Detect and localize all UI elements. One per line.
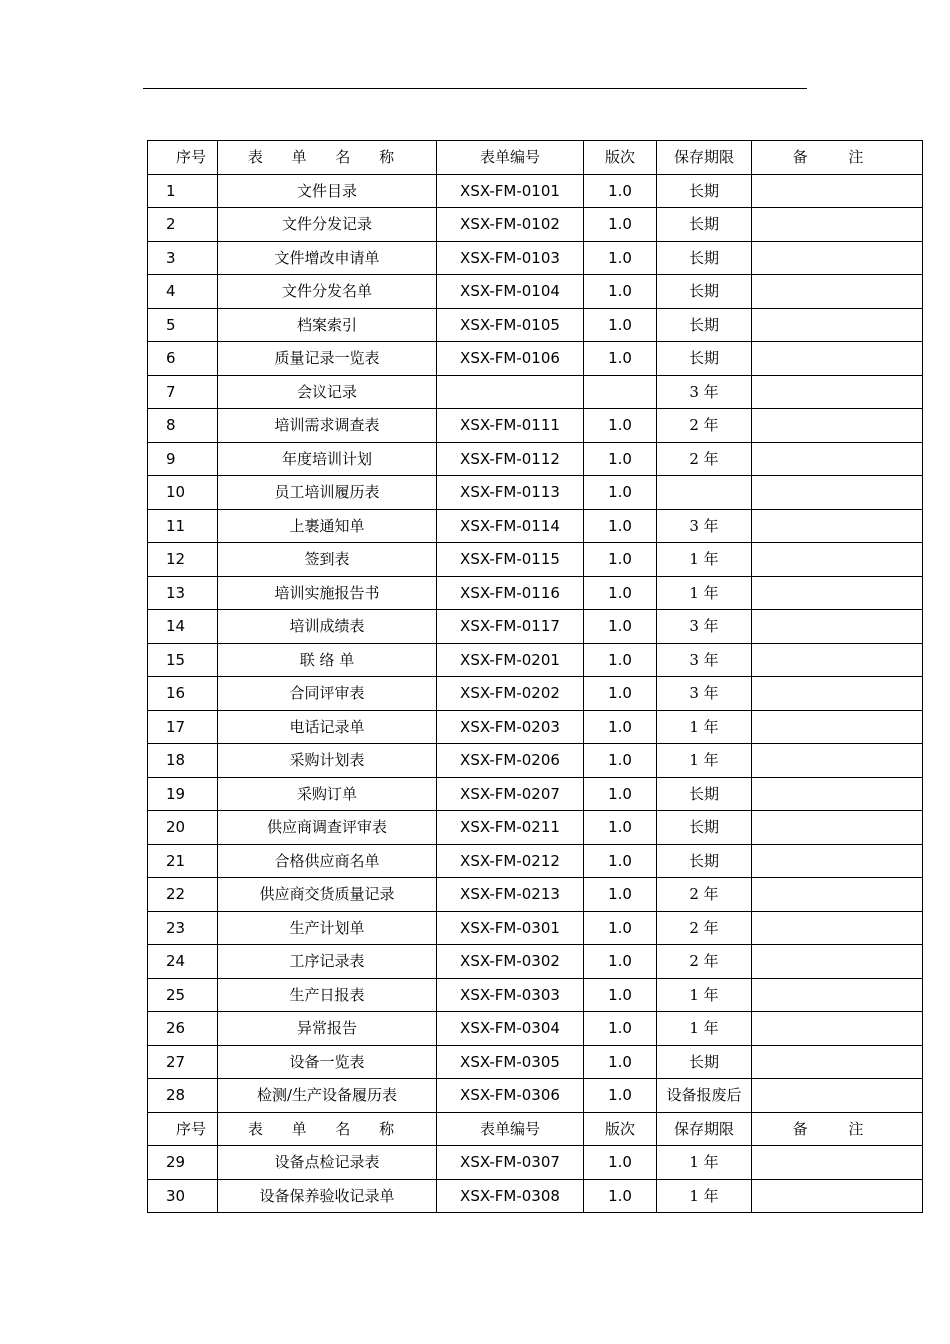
cell-no: 7 (148, 375, 218, 409)
cell-no: 11 (148, 509, 218, 543)
cell-remarks (752, 945, 923, 979)
cell-remarks (752, 1146, 923, 1180)
cell-form-name: 质量记录一览表 (218, 342, 437, 376)
cell-form-name: 签到表 (218, 543, 437, 577)
cell-retention: 1 年 (657, 576, 752, 610)
table-row (148, 442, 923, 476)
table-header-row (148, 141, 923, 175)
cell-retention: 1 年 (657, 978, 752, 1012)
cell-no: 19 (148, 777, 218, 811)
cell-form-code: XSX-FM-0305 (437, 1045, 584, 1079)
table-row (148, 543, 923, 577)
cell-form-code: XSX-FM-0102 (437, 208, 584, 242)
cell-remarks (752, 844, 923, 878)
cell-form-code: XSX-FM-0304 (437, 1012, 584, 1046)
cell-version: 1.0 (584, 208, 657, 242)
cell-form-name: 联 络 单 (218, 643, 437, 677)
cell-form-name: 设备保养验收记录单 (218, 1179, 437, 1213)
cell-no: 6 (148, 342, 218, 376)
cell-no: 22 (148, 878, 218, 912)
cell-no: 16 (148, 677, 218, 711)
cell-version: 1.0 (584, 978, 657, 1012)
cell-form-code: XSX-FM-0112 (437, 442, 584, 476)
cell-retention: 长期 (657, 275, 752, 309)
cell-form-code: XSX-FM-0212 (437, 844, 584, 878)
cell-retention: 2 年 (657, 945, 752, 979)
cell-form-code: XSX-FM-0203 (437, 710, 584, 744)
cell-retention: 1 年 (657, 1146, 752, 1180)
table-row (148, 844, 923, 878)
cell-form-code: XSX-FM-0307 (437, 1146, 584, 1180)
cell-form-name: 设备点检记录表 (218, 1146, 437, 1180)
table-row (148, 1012, 923, 1046)
cell-remarks (752, 811, 923, 845)
cell-form-code: XSX-FM-0114 (437, 509, 584, 543)
cell-retention: 1 年 (657, 710, 752, 744)
header-remarks: 备 注 (752, 141, 923, 175)
cell-no: 9 (148, 442, 218, 476)
cell-form-code: XSX-FM-0116 (437, 576, 584, 610)
cell-retention: 长期 (657, 308, 752, 342)
header-no: 序号 (148, 141, 218, 175)
cell-version: 1.0 (584, 275, 657, 309)
cell-form-code: XSX-FM-0105 (437, 308, 584, 342)
cell-remarks (752, 744, 923, 778)
cell-version: 1.0 (584, 174, 657, 208)
cell-form-name: 培训成绩表 (218, 610, 437, 644)
cell-no: 2 (148, 208, 218, 242)
cell-retention: 长期 (657, 342, 752, 376)
cell-version: 1.0 (584, 442, 657, 476)
cell-form-code: XSX-FM-0111 (437, 409, 584, 443)
table-row (148, 945, 923, 979)
cell-remarks (752, 710, 923, 744)
header-retention: 保存期限 (657, 141, 752, 175)
cell-form-code (437, 375, 584, 409)
cell-version (584, 375, 657, 409)
table-row (148, 1079, 923, 1113)
table-row (148, 409, 923, 443)
table-row (148, 476, 923, 510)
cell-version: 1.0 (584, 1045, 657, 1079)
forms-table-body (148, 141, 923, 1213)
cell-form-name: 合同评审表 (218, 677, 437, 711)
cell-form-code: XSX-FM-0106 (437, 342, 584, 376)
cell-retention: 3 年 (657, 375, 752, 409)
cell-form-name: 培训需求调查表 (218, 409, 437, 443)
cell-form-name: 会议记录 (218, 375, 437, 409)
table-row (148, 375, 923, 409)
cell-remarks (752, 275, 923, 309)
cell-remarks (752, 978, 923, 1012)
cell-no: 18 (148, 744, 218, 778)
cell-remarks (752, 911, 923, 945)
cell-form-code: XSX-FM-0201 (437, 643, 584, 677)
cell-retention: 2 年 (657, 442, 752, 476)
table-row (148, 509, 923, 543)
cell-form-code: XSX-FM-0302 (437, 945, 584, 979)
table-row (148, 811, 923, 845)
table-row (148, 1146, 923, 1180)
cell-version: 1.0 (584, 777, 657, 811)
cell-retention: 1 年 (657, 1012, 752, 1046)
cell-version: 1.0 (584, 643, 657, 677)
cell-form-code: XSX-FM-0303 (437, 978, 584, 1012)
cell-form-code: XSX-FM-0115 (437, 543, 584, 577)
cell-version: 1.0 (584, 476, 657, 510)
cell-form-name: 员工培训履历表 (218, 476, 437, 510)
cell-version: 1.0 (584, 1179, 657, 1213)
cell-remarks (752, 677, 923, 711)
header-remarks: 备 注 (752, 1112, 923, 1146)
cell-remarks (752, 442, 923, 476)
cell-retention: 1 年 (657, 1179, 752, 1213)
cell-no: 15 (148, 643, 218, 677)
cell-form-name: 文件目录 (218, 174, 437, 208)
cell-no: 12 (148, 543, 218, 577)
cell-remarks (752, 208, 923, 242)
cell-form-name: 检测/生产设备履历表 (218, 1079, 437, 1113)
cell-form-name: 供应商交货质量记录 (218, 878, 437, 912)
cell-form-name: 设备一览表 (218, 1045, 437, 1079)
cell-form-name: 生产计划单 (218, 911, 437, 945)
cell-form-name: 生产日报表 (218, 978, 437, 1012)
table-row (148, 1045, 923, 1079)
table-row (148, 174, 923, 208)
table-row (148, 643, 923, 677)
table-row (148, 911, 923, 945)
cell-version: 1.0 (584, 543, 657, 577)
table-row (148, 710, 923, 744)
cell-retention: 长期 (657, 208, 752, 242)
table-row (148, 275, 923, 309)
cell-remarks (752, 476, 923, 510)
cell-form-name: 供应商调查评审表 (218, 811, 437, 845)
cell-version: 1.0 (584, 308, 657, 342)
cell-remarks (752, 1012, 923, 1046)
forms-list-table (147, 140, 923, 1213)
table-row (148, 777, 923, 811)
table-row (148, 978, 923, 1012)
cell-version: 1.0 (584, 1012, 657, 1046)
cell-retention: 长期 (657, 777, 752, 811)
cell-form-name: 文件增改申请单 (218, 241, 437, 275)
table-row (148, 610, 923, 644)
cell-retention: 设备报废后 (657, 1079, 752, 1113)
cell-remarks (752, 777, 923, 811)
cell-version: 1.0 (584, 710, 657, 744)
cell-form-name: 年度培训计划 (218, 442, 437, 476)
cell-version: 1.0 (584, 576, 657, 610)
cell-version: 1.0 (584, 1146, 657, 1180)
table-row (148, 208, 923, 242)
cell-form-code: XSX-FM-0306 (437, 1079, 584, 1113)
cell-form-code: XSX-FM-0206 (437, 744, 584, 778)
cell-version: 1.0 (584, 878, 657, 912)
table-row (148, 1179, 923, 1213)
cell-remarks (752, 576, 923, 610)
cell-version: 1.0 (584, 844, 657, 878)
table-row (148, 576, 923, 610)
cell-no: 1 (148, 174, 218, 208)
cell-form-code: XSX-FM-0117 (437, 610, 584, 644)
cell-retention: 3 年 (657, 677, 752, 711)
cell-retention: 3 年 (657, 610, 752, 644)
cell-version: 1.0 (584, 509, 657, 543)
cell-remarks (752, 643, 923, 677)
cell-no: 28 (148, 1079, 218, 1113)
table-row (148, 308, 923, 342)
table-row (148, 677, 923, 711)
cell-form-code: XSX-FM-0211 (437, 811, 584, 845)
cell-retention: 2 年 (657, 878, 752, 912)
header-code: 表单编号 (437, 141, 584, 175)
table-row (148, 744, 923, 778)
cell-form-code: XSX-FM-0202 (437, 677, 584, 711)
cell-form-name: 培训实施报告书 (218, 576, 437, 610)
cell-version: 1.0 (584, 610, 657, 644)
cell-form-code: XSX-FM-0104 (437, 275, 584, 309)
cell-remarks (752, 543, 923, 577)
cell-form-code: XSX-FM-0301 (437, 911, 584, 945)
cell-form-name: 采购订单 (218, 777, 437, 811)
cell-no: 24 (148, 945, 218, 979)
cell-no: 5 (148, 308, 218, 342)
header-name: 表 单 名 称 (218, 1112, 437, 1146)
header-code: 表单编号 (437, 1112, 584, 1146)
cell-remarks (752, 375, 923, 409)
cell-remarks (752, 342, 923, 376)
cell-form-name: 文件分发记录 (218, 208, 437, 242)
cell-remarks (752, 610, 923, 644)
cell-version: 1.0 (584, 342, 657, 376)
cell-no: 3 (148, 241, 218, 275)
table-row (148, 878, 923, 912)
cell-retention: 3 年 (657, 643, 752, 677)
cell-remarks (752, 1079, 923, 1113)
header-name: 表 单 名 称 (218, 141, 437, 175)
cell-form-name: 异常报告 (218, 1012, 437, 1046)
cell-retention: 2 年 (657, 911, 752, 945)
cell-no: 20 (148, 811, 218, 845)
cell-form-name: 采购计划表 (218, 744, 437, 778)
cell-remarks (752, 241, 923, 275)
cell-form-code: XSX-FM-0207 (437, 777, 584, 811)
cell-form-name: 电话记录单 (218, 710, 437, 744)
cell-retention: 长期 (657, 811, 752, 845)
cell-version: 1.0 (584, 677, 657, 711)
cell-form-code: XSX-FM-0113 (437, 476, 584, 510)
cell-form-name: 工序记录表 (218, 945, 437, 979)
header-version: 版次 (584, 1112, 657, 1146)
cell-remarks (752, 878, 923, 912)
table-row (148, 342, 923, 376)
cell-retention (657, 476, 752, 510)
cell-no: 14 (148, 610, 218, 644)
cell-remarks (752, 409, 923, 443)
cell-no: 4 (148, 275, 218, 309)
cell-remarks (752, 1045, 923, 1079)
cell-remarks (752, 308, 923, 342)
cell-version: 1.0 (584, 945, 657, 979)
header-version: 版次 (584, 141, 657, 175)
cell-retention: 3 年 (657, 509, 752, 543)
cell-form-code: XSX-FM-0103 (437, 241, 584, 275)
cell-version: 1.0 (584, 811, 657, 845)
cell-no: 27 (148, 1045, 218, 1079)
cell-form-name: 文件分发名单 (218, 275, 437, 309)
cell-no: 25 (148, 978, 218, 1012)
cell-no: 8 (148, 409, 218, 443)
table-header-row-repeat (148, 1112, 923, 1146)
cell-retention: 长期 (657, 1045, 752, 1079)
cell-no: 21 (148, 844, 218, 878)
cell-form-name: 合格供应商名单 (218, 844, 437, 878)
cell-retention: 长期 (657, 241, 752, 275)
cell-retention: 1 年 (657, 744, 752, 778)
cell-form-name: 档案索引 (218, 308, 437, 342)
cell-no: 13 (148, 576, 218, 610)
cell-remarks (752, 174, 923, 208)
cell-no: 10 (148, 476, 218, 510)
cell-no: 29 (148, 1146, 218, 1180)
cell-no: 23 (148, 911, 218, 945)
header-rule (143, 88, 807, 89)
cell-version: 1.0 (584, 1079, 657, 1113)
cell-version: 1.0 (584, 409, 657, 443)
cell-retention: 2 年 (657, 409, 752, 443)
cell-retention: 1 年 (657, 543, 752, 577)
cell-no: 26 (148, 1012, 218, 1046)
table-row (148, 241, 923, 275)
cell-retention: 长期 (657, 174, 752, 208)
cell-version: 1.0 (584, 241, 657, 275)
header-retention: 保存期限 (657, 1112, 752, 1146)
cell-no: 17 (148, 710, 218, 744)
cell-no: 30 (148, 1179, 218, 1213)
cell-version: 1.0 (584, 911, 657, 945)
cell-form-code: XSX-FM-0213 (437, 878, 584, 912)
cell-form-code: XSX-FM-0101 (437, 174, 584, 208)
cell-version: 1.0 (584, 744, 657, 778)
cell-form-code: XSX-FM-0308 (437, 1179, 584, 1213)
cell-retention: 长期 (657, 844, 752, 878)
header-no: 序号 (148, 1112, 218, 1146)
cell-remarks (752, 1179, 923, 1213)
cell-form-name: 上裹通知单 (218, 509, 437, 543)
cell-remarks (752, 509, 923, 543)
